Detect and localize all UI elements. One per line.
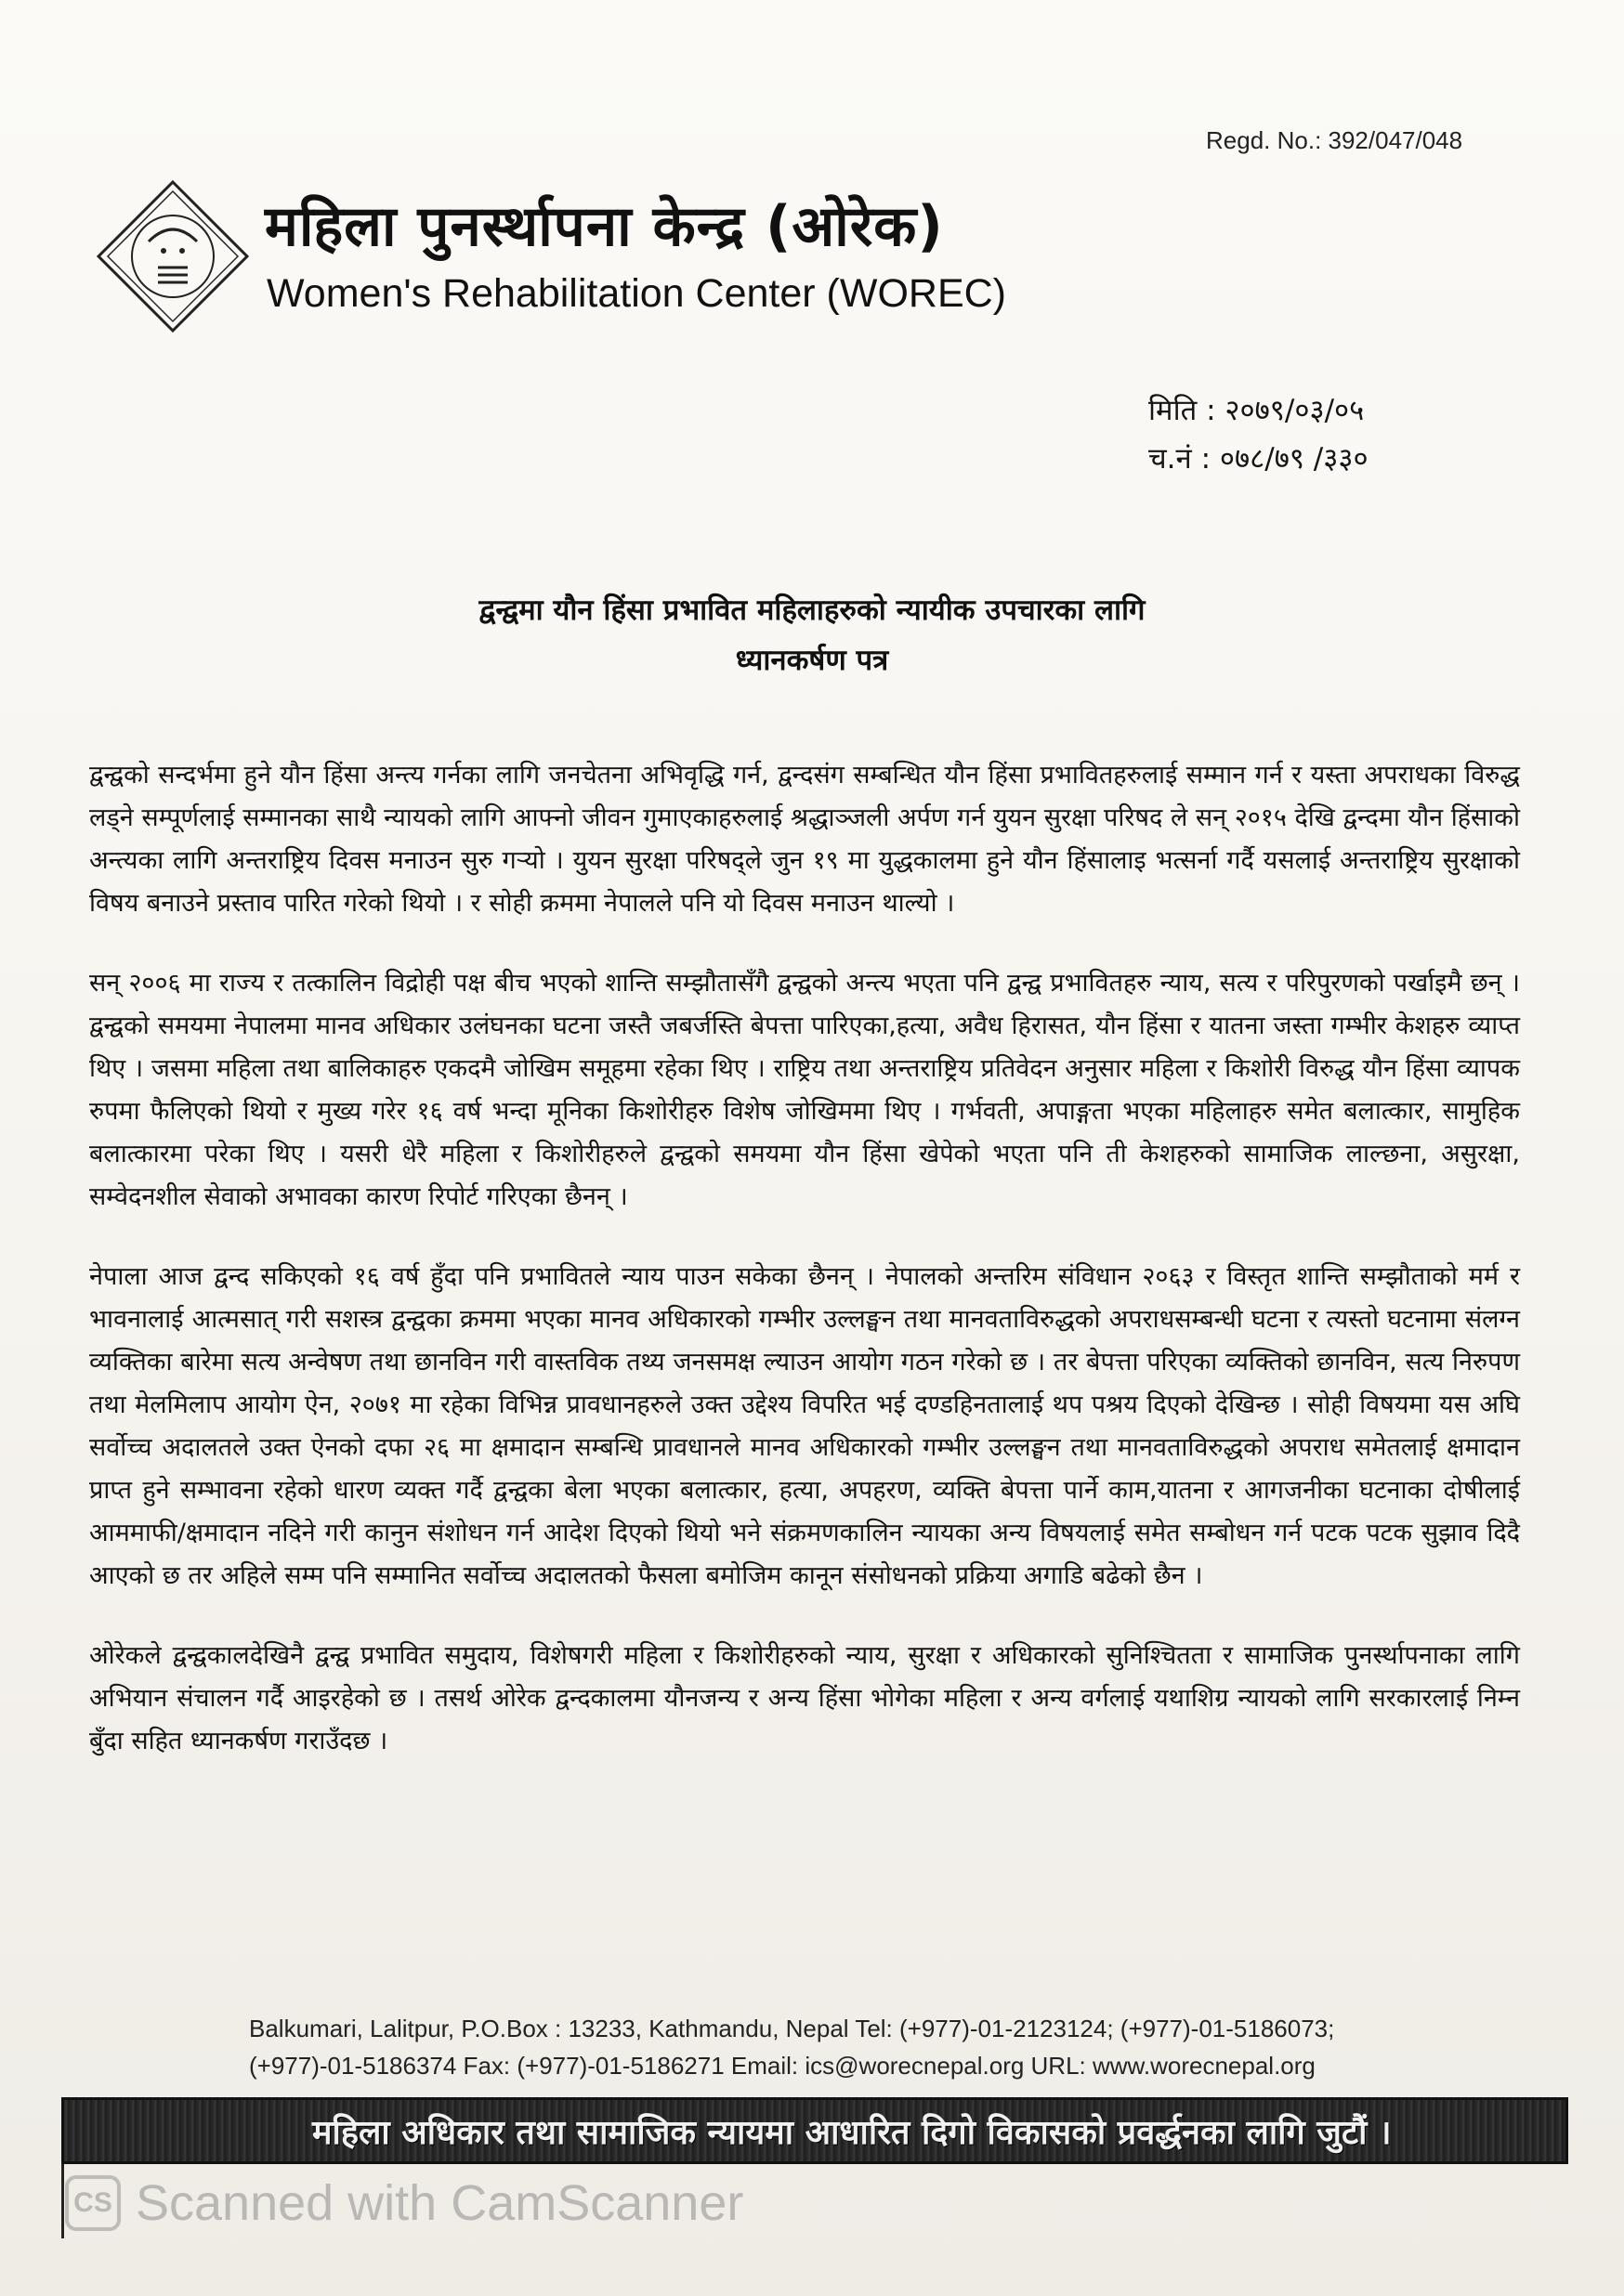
org-name-english: Women's Rehabilitation Center (WOREC) xyxy=(267,271,1007,316)
document-title-line-1: द्वन्द्वमा यौन हिंसा प्रभावित महिलाहरुको न्यायीक उपचारका लागि xyxy=(478,594,1146,627)
footer-address-line-2: (+977)-01-5186374 Fax: (+977)-01-5186271 Email: ics@worecnepal.org URL: www.worecnepal.org xyxy=(249,2052,1316,2080)
body-paragraph-2: सन् २००६ मा राज्य र तत्कालिन विद्रोही पक्ष बीच भएको शान्ति सम्झौतासँगै द्वन्द्वको अन्त्य भएता पनि द्वन्द्व प्रभावितहरु न्याय, सत्य र परिपुरणको पर्खाइमै छन् । द्वन्द्वको समयमा नेपालमा मानव अधिकार उलंघनका घटना जस्तै जबर्जस्ति बेपत्ता पारिएका,हत्या, अवैध हिरासत, यौन हिंसा र यातना जस्ता गम्भीर केशहरु व्याप्त थिए । जसमा महिला तथा बालिकाहरु एकदमै जोखिम समूहमा रहेका थिए । राष्ट्रिय तथा अन्तराष्ट्रिय प्रतिवेदन अनुसार महिला र किशोरी विरुद्ध यौन हिंसा व्यापक रुपमा फैलिएको थियो र मुख्य गरेर १६ वर्ष भन्दा मूनिका किशोरीहरु विशेष जोखिममा थिए । गर्भवती, अपाङ्गता भएका महिलाहरु समेत बलात्कार, सामुहिक बलात्कारमा परेका थिए । यसरी धेरै महिला र किशोरीहरुले द्वन्द्वको समयमा यौन हिंसा खेपेको भएता पनि ती केशहरुको सामाजिक लाल्छना, असुरक्षा, सम्वेदनशील सेवाको अभावका कारण रिपोर्ट गरिएका छैनन् । xyxy=(89,969,1520,1211)
document-title-line-2: ध्यानकर्षण पत्र xyxy=(735,644,889,677)
slogan-text: महिला अधिकार तथा सामाजिक न्यायमा आधारित दिगो विकासको प्रवर्द्धनका लागि जुटौं । xyxy=(312,2114,1392,2152)
org-name-nepali: महिला पुनर्स्थापना केन्द्र (ओरेक) xyxy=(265,194,944,259)
camscanner-icon: CS xyxy=(65,2175,121,2231)
camscanner-watermark xyxy=(65,2173,743,2233)
watermark-text: Scanned with CamScanner xyxy=(136,2175,744,2231)
letter-date: मिति : २०७९/०३/०५ xyxy=(1148,394,1365,427)
worec-seal-logo-icon xyxy=(93,176,253,336)
body-paragraph-1: द्वन्द्वको सन्दर्भमा हुने यौन हिंसा अन्त्य गर्नका लागि जनचेतना अभिवृद्धि गर्न, द्वन्दसंग सम्बन्धित यौन हिंसा प्रभावितहरुलाई सम्मान गर्न र यस्ता अपराधका विरुद्ध लड्ने सम्पूर्णलाई सम्मानका साथै न्यायको लागि आफ्नो जीवन गुमाएकाहरुलाई श्रद्धाञ्जली अर्पण गर्न युयन सुरक्षा परिषद ले सन् २०१५ देखि द्वन्दमा यौन हिंसाको अन्त्यका लागि अन्तराष्ट्रिय दिवस मनाउन सुरु गर्‍यो । युयन सुरक्षा परिषद्ले जुन १९ मा युद्धकालमा हुने यौन हिंसालाइ भत्सर्ना गर्दै यसलाई अन्तराष्ट्रिय सुरक्षाको विषय बनाउने प्रस्ताव पारित गरेको थियो । र सोही क्रममा नेपालले पनि यो दिवस मनाउन थाल्यो । xyxy=(89,761,1520,918)
letter-reference-number: च.नं : ०७८/७९ /३३० xyxy=(1148,442,1369,476)
footer-address-line-1: Balkumari, Lalitpur, P.O.Box : 13233, Kathmandu, Nepal Tel: (+977)-01-2123124; (+977)-01-5186073; xyxy=(249,2015,1335,2042)
document-title xyxy=(0,585,1624,685)
registration-number: Regd. No.: 392/047/048 xyxy=(1206,126,1463,154)
letter-body xyxy=(89,754,1520,1800)
body-paragraph-4: ओरेकले द्वन्द्वकालदेखिनै द्वन्द्व प्रभावित समुदाय, विशेषगरी महिला र किशोरीहरुको न्याय, सुरक्षा र अधिकारको सुनिश्चितता र सामाजिक पुनर्स्थापनाका लागि अभियान संचालन गर्दै आइरहेको छ । तसर्थ ओरेक द्वन्दकालमा यौनजन्य र अन्य हिंसा भोगेका महिला र अन्य वर्गलाई यथाशिग्र न्यायको लागि सरकारलाई निम्न बुँदा सहित ध्यानकर्षण गराउँदछ । xyxy=(89,1641,1520,1755)
body-paragraph-3: नेपाला आज द्वन्द सकिएको १६ वर्ष हुँदा पनि प्रभावितले न्याय पाउन सकेका छैनन् । नेपालको अन्तरिम संविधान २०६३ र विस्तृत शान्ति सम्झौताको मर्म र भावनालाई आत्मसात् गरी सशस्त्र द्वन्द्वका क्रममा भएका मानव अधिकारको गम्भीर उल्लङ्घन तथा मानवताविरुद्धको अपराधसम्बन्धी घटना र त्यस्तो घटनामा संलग्न व्यक्तिका बारेमा सत्य अन्वेषण तथा छानविन गरी वास्तविक तथ्य जनसमक्ष ल्याउन आयोग गठन गरेको छ । तर बेपत्ता परिएका व्यक्तिको छानविन, सत्य निरुपण तथा मेलमिलाप आयोग ऐन, २०७१ मा रहेका विभिन्न प्रावधानहरुले उक्त उद्देश्य विपरित भई दण्डहिनतालाई थप पश्रय दिएको देखिन्छ । सोही विषयमा यस अघि सर्वोच्च अदालतले उक्त ऐनको दफा २६ मा क्षमादान सम्बन्धि प्रावधानले मानव अधिकारको गम्भीर उल्लङ्घन तथा मानवताविरुद्धको अपराध समेतलाई क्षमादान प्राप्त हुने सम्भावना रहेको धारण व्यक्त गर्दै द्वन्द्वका बेला भएका बलात्कार, हत्या, अपहरण, व्यक्ति बेपत्ता पार्ने काम,यातना र आगजनीका घटनाका दोषीलाई आममाफी/क्षमादान नदिने गरी कानुन संशोधन गर्न आदेश दिएको थियो भने संक्रमणकालिन न्यायका अन्य विषयलाई समेत सम्बोधन गर्न पटक पटक सुझाव दिदै आएको छ तर अहिले सम्म पनि सम्मानित सर्वोच्च अदालतको फैसला बमोजिम कानून संसोधनको प्रक्रिया अगाडि बढेको छैन । xyxy=(89,1262,1520,1590)
footer-address xyxy=(249,2010,1531,2084)
page-edge-rule xyxy=(61,2164,64,2238)
letter-meta xyxy=(1148,386,1369,483)
